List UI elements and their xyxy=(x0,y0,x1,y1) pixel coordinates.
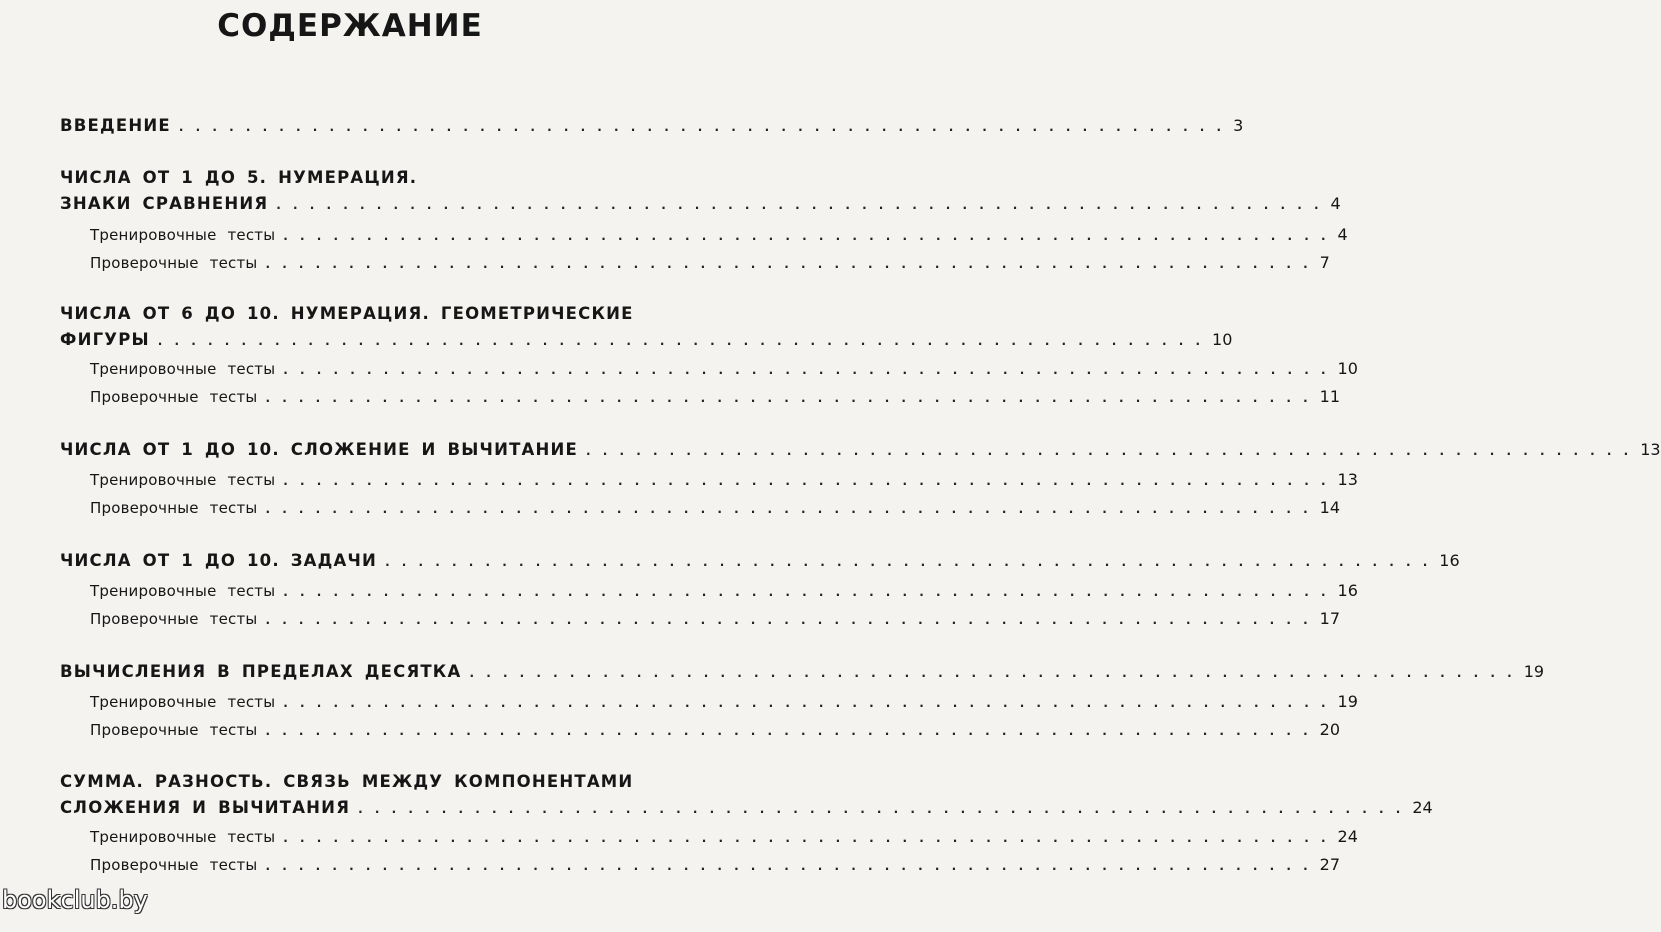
toc-subentry-training[interactable] xyxy=(60,225,1348,244)
toc-subentry-check[interactable] xyxy=(60,720,1341,739)
dot-leader: . . . . . . . . . . . . . . . . . . . . . . . . . . . . . . . . . . . . . . . . . . . . . . . . . . . . . . . . . . . . . . . xyxy=(283,585,1330,599)
dot-leader: . . . . . . . . . . . . . . . . . . . . . . . . . . . . . . . . . . . . . . . . . . . . . . . . . . . . . . . . . . . . . . . xyxy=(283,474,1330,488)
toc-subentry-training[interactable] xyxy=(60,827,1358,846)
dot-leader: . . . . . . . . . . . . . . . . . . . . . . . . . . . . . . . . . . . . . . . . . . . . . . . . . . . . . . . . . . . . . . . xyxy=(265,859,1312,873)
page-number: 13 xyxy=(1337,470,1358,489)
dot-leader: . . . . . . . . . . . . . . . . . . . . . . . . . . . . . . . . . . . . . . . . . . . . . . . . . . . . . . . . . . . . . . . xyxy=(586,444,1633,458)
page-number: 16 xyxy=(1337,581,1358,600)
page-number: 24 xyxy=(1337,827,1358,846)
page-number: 3 xyxy=(1233,116,1244,135)
page-number: 27 xyxy=(1319,855,1341,874)
page-number: 14 xyxy=(1319,498,1341,517)
toc-entry-numbers-6-10[interactable] xyxy=(60,330,1233,349)
toc-heading: ЗНАКИ СРАВНЕНИЯ xyxy=(60,194,269,213)
toc-subentry-check[interactable] xyxy=(60,387,1341,406)
dot-leader: . . . . . . . . . . . . . . . . . . . . . . . . . . . . . . . . . . . . . . . . . . . . . . . . . . . . . . . . . . . . . . . xyxy=(283,229,1330,243)
dot-leader: . . . . . . . . . . . . . . . . . . . . . . . . . . . . . . . . . . . . . . . . . . . . . . . . . . . . . . . . . . . . . . . xyxy=(157,334,1205,348)
toc-subentry-check[interactable] xyxy=(60,498,1341,517)
dot-leader: . . . . . . . . . . . . . . . . . . . . . . . . . . . . . . . . . . . . . . . . . . . . . . . . . . . . . . . . . . . . . . . xyxy=(265,502,1312,516)
page-number: 19 xyxy=(1337,692,1358,711)
page-number: 19 xyxy=(1523,662,1545,681)
dot-leader: . . . . . . . . . . . . . . . . . . . . . . . . . . . . . . . . . . . . . . . . . . . . . . . . . . . . . . . . . . . . . . . xyxy=(283,363,1330,377)
toc-subentry-label: Тренировочные тесты xyxy=(90,226,276,244)
toc-heading-line: ЧИСЛА ОТ 6 ДО 10. НУМЕРАЦИЯ. ГЕОМЕТРИЧЕСКИЕ xyxy=(60,304,634,323)
dot-leader: . . . . . . . . . . . . . . . . . . . . . . . . . . . . . . . . . . . . . . . . . . . . . . . . . . . . . . . . . . . . . . . xyxy=(283,696,1330,710)
dot-leader: . . . . . . . . . . . . . . . . . . . . . . . . . . . . . . . . . . . . . . . . . . . . . . . . . . . . . . . . . . . . . . . xyxy=(358,802,1405,816)
toc-subentry-label: Тренировочные тесты xyxy=(90,471,276,489)
toc-subentry-check[interactable] xyxy=(60,609,1341,628)
page-number: 10 xyxy=(1337,359,1358,378)
page-number: 17 xyxy=(1319,609,1341,628)
toc-subentry-label: Проверочные тесты xyxy=(90,499,258,517)
toc-heading: СЛОЖЕНИЯ И ВЫЧИТАНИЯ xyxy=(60,798,351,817)
toc-subentry-label: Проверочные тесты xyxy=(90,254,258,272)
page-number: 10 xyxy=(1212,330,1233,349)
page-number: 4 xyxy=(1330,194,1341,213)
toc-entry-addition-subtraction[interactable] xyxy=(60,440,1661,459)
dot-leader: . . . . . . . . . . . . . . . . . . . . . . . . . . . . . . . . . . . . . . . . . . . . . . . . . . . . . . . . . . . . . . . xyxy=(265,257,1312,271)
toc-entry-sum-difference[interactable] xyxy=(60,798,1433,817)
dot-leader: . . . . . . . . . . . . . . . . . . . . . . . . . . . . . . . . . . . . . . . . . . . . . . . . . . . . . . . . . . . . . . . xyxy=(385,555,1432,569)
toc-subentry-training[interactable] xyxy=(60,692,1358,711)
page-number: 16 xyxy=(1439,551,1460,570)
dot-leader: . . . . . . . . . . . . . . . . . . . . . . . . . . . . . . . . . . . . . . . . . . . . . . . . . . . . . . . . . . . . . . . xyxy=(469,666,1516,680)
toc-subentry-training[interactable] xyxy=(60,581,1358,600)
toc-subentry-check[interactable] xyxy=(60,253,1330,272)
toc-entry-computations[interactable] xyxy=(60,662,1545,681)
page-number: 13 xyxy=(1640,440,1661,459)
toc-heading: ЧИСЛА ОТ 1 ДО 10. ЗАДАЧИ xyxy=(60,551,378,570)
toc-heading: ЧИСЛА ОТ 1 ДО 10. СЛОЖЕНИЕ И ВЫЧИТАНИЕ xyxy=(60,440,578,459)
dot-leader: . . . . . . . . . . . . . . . . . . . . . . . . . . . . . . . . . . . . . . . . . . . . . . . . . . . . . . . . . . . . . . . xyxy=(276,198,1323,212)
page-number: 20 xyxy=(1319,720,1341,739)
toc-subentry-label: Тренировочные тесты xyxy=(90,360,276,378)
toc-heading: ВЫЧИСЛЕНИЯ В ПРЕДЕЛАХ ДЕСЯТКА xyxy=(60,662,462,681)
dot-leader: . . . . . . . . . . . . . . . . . . . . . . . . . . . . . . . . . . . . . . . . . . . . . . . . . . . . . . . . . . . . . . . xyxy=(265,724,1312,738)
toc-heading-line: СУММА. РАЗНОСТЬ. СВЯЗЬ МЕЖДУ КОМПОНЕНТАМИ xyxy=(60,772,634,791)
dot-leader: . . . . . . . . . . . . . . . . . . . . . . . . . . . . . . . . . . . . . . . . . . . . . . . . . . . . . . . . . . . . . . . xyxy=(178,120,1226,134)
toc-subentry-training[interactable] xyxy=(60,359,1358,378)
toc-subentry-label: Проверочные тесты xyxy=(90,388,258,406)
page-number: 7 xyxy=(1319,253,1330,272)
dot-leader: . . . . . . . . . . . . . . . . . . . . . . . . . . . . . . . . . . . . . . . . . . . . . . . . . . . . . . . . . . . . . . . xyxy=(265,613,1312,627)
toc-entry-introduction[interactable] xyxy=(60,116,1244,135)
page-title: СОДЕРЖАНИЕ xyxy=(217,8,483,44)
toc-heading: ФИГУРЫ xyxy=(60,330,150,349)
toc-subentry-label: Тренировочные тесты xyxy=(90,582,276,600)
toc-subentry-label: Тренировочные тесты xyxy=(90,693,276,711)
toc-subentry-label: Проверочные тесты xyxy=(90,610,258,628)
toc-heading-line: ЧИСЛА ОТ 1 ДО 5. НУМЕРАЦИЯ. xyxy=(60,168,418,187)
toc-subentry-check[interactable] xyxy=(60,855,1341,874)
watermark: bookclub.by xyxy=(2,886,148,914)
toc-subentry-label: Проверочные тесты xyxy=(90,721,258,739)
toc-subentry-label: Проверочные тесты xyxy=(90,856,258,874)
page-number: 11 xyxy=(1319,387,1341,406)
page-number: 24 xyxy=(1412,798,1433,817)
dot-leader: . . . . . . . . . . . . . . . . . . . . . . . . . . . . . . . . . . . . . . . . . . . . . . . . . . . . . . . . . . . . . . . xyxy=(265,391,1312,405)
toc-entry-word-problems[interactable] xyxy=(60,551,1460,570)
toc-subentry-label: Тренировочные тесты xyxy=(90,828,276,846)
page-number: 4 xyxy=(1337,225,1348,244)
toc-heading: ВВЕДЕНИЕ xyxy=(60,116,171,135)
toc-subentry-training[interactable] xyxy=(60,470,1358,489)
toc-entry-numbers-1-5[interactable] xyxy=(60,194,1341,213)
dot-leader: . . . . . . . . . . . . . . . . . . . . . . . . . . . . . . . . . . . . . . . . . . . . . . . . . . . . . . . . . . . . . . . xyxy=(283,831,1330,845)
